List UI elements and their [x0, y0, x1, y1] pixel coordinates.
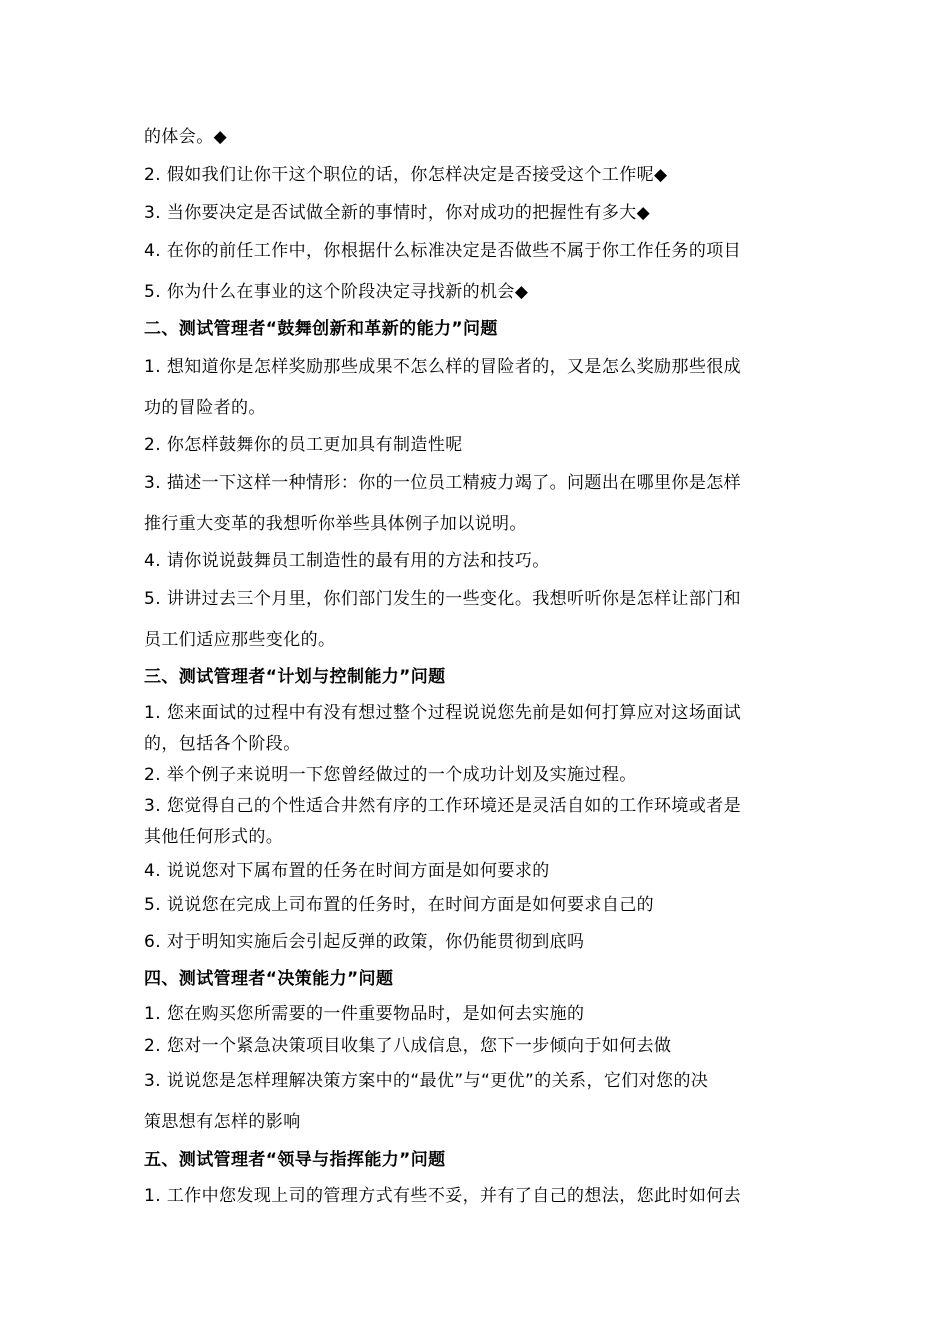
paragraph-line: 员工们适应那些变化的。	[144, 630, 336, 650]
question-item: 3. 说说您是怎样理解决策方案中的“最优”与“更优”的关系，它们对您的决	[144, 1071, 709, 1091]
section-heading: 三、测试管理者“计划与控制能力”问题	[144, 667, 446, 687]
question-item: 2. 假如我们让你干这个职位的话，你怎样决定是否接受这个工作呢◆	[144, 165, 668, 185]
paragraph-line: 推行重大变革的我想听你举些具体例子加以说明。	[144, 514, 527, 534]
question-item: 3. 当你要决定是否试做全新的事情时，你对成功的把握性有多大◆	[144, 203, 651, 223]
section-heading: 四、测试管理者“决策能力”问题	[144, 969, 394, 989]
question-item: 3. 您觉得自己的个性适合井然有序的工作环境还是灵活自如的工作环境或者是	[144, 796, 742, 816]
paragraph-line: 功的冒险者的。	[144, 398, 266, 418]
question-item: 5. 讲讲过去三个月里，你们部门发生的一些变化。我想听听你是怎样让部门和	[144, 589, 742, 609]
question-item: 2. 举个例子来说明一下您曾经做过的一个成功计划及实施过程。	[144, 765, 637, 785]
question-item: 1. 工作中您发现上司的管理方式有些不妥，并有了自己的想法，您此时如何去	[144, 1186, 742, 1206]
question-item: 1. 您来面试的过程中有没有想过整个过程说说您先前是如何打算应对这场面试	[144, 703, 742, 723]
paragraph-line: 的体会。◆	[144, 127, 228, 147]
question-item: 2. 你怎样鼓舞你的员工更加具有制造性呢	[144, 435, 463, 455]
paragraph-line: 策思想有怎样的影响	[144, 1112, 301, 1132]
question-item: 1. 想知道你是怎样奖励那些成果不怎么样的冒险者的，又是怎么奖励那些很成	[144, 357, 742, 377]
section-heading: 二、测试管理者“鼓舞创新和革新的能力”问题	[144, 319, 498, 339]
question-item: 1. 您在购买您所需要的一件重要物品时，是如何去实施的	[144, 1004, 585, 1024]
question-item: 4. 在你的前任工作中，你根据什么标准决定是否做些不属于你工作任务的项目	[144, 241, 742, 261]
paragraph-line: 其他任何形式的。	[144, 827, 284, 847]
question-item: 4. 说说您对下属布置的任务在时间方面是如何要求的	[144, 861, 550, 881]
section-heading: 五、测试管理者“领导与指挥能力”问题	[144, 1150, 446, 1170]
question-item: 2. 您对一个紧急决策项目收集了八成信息，您下一步倾向于如何去做	[144, 1036, 672, 1056]
question-item: 5. 你为什么在事业的这个阶段决定寻找新的机会◆	[144, 282, 529, 302]
paragraph-line: 的，包括各个阶段。	[144, 734, 301, 754]
question-item: 3. 描述一下这样一种情形：你的一位员工精疲力竭了。问题出在哪里你是怎样	[144, 473, 742, 493]
question-item: 6. 对于明知实施后会引起反弹的政策，你仍能贯彻到底吗	[144, 932, 585, 952]
question-item: 5. 说说您在完成上司布置的任务时，在时间方面是如何要求自己的	[144, 895, 655, 915]
question-item: 4. 请你说说鼓舞员工制造性的最有用的方法和技巧。	[144, 551, 550, 571]
